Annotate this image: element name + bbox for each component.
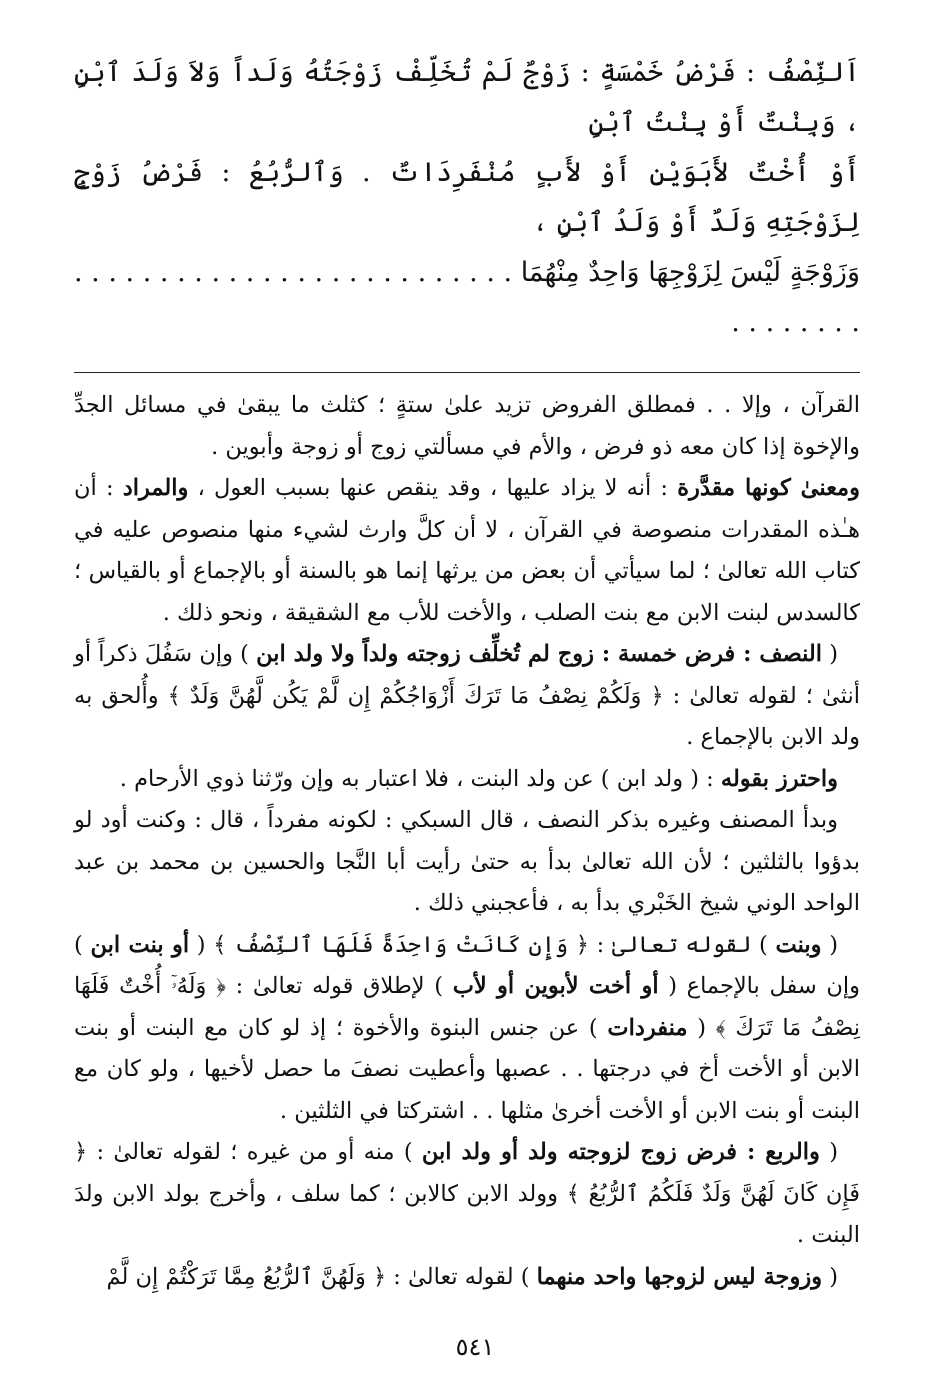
bold-term: ومعنىٰ كونها مقدَّرة — [677, 475, 860, 501]
paren-open: ( — [822, 1263, 838, 1290]
commentary-paragraph-4 — [74, 759, 860, 801]
paragraph-text: : أنه لا يزاد عليها ، وقد ينقص عنها بسبب العول ، — [188, 475, 678, 501]
matn-quote: منفردات — [607, 1014, 688, 1041]
matn-line-1: اَلنِّصْفُ : فَرْضُ خَمْسَةٍ : زَوْجٌ لَمْ تُخَلِّفْ زَوْجَتُهُ وَلَداً وَلاَ وَلَدَ ٱبْنٍ ، وَبِنْتٌ أَوْ بِنْتُ ٱبْنٍ — [74, 57, 860, 138]
bold-term: والمراد — [122, 475, 189, 501]
bold-term: واحترز بقوله — [720, 765, 838, 792]
matn-line-2: أَوْ أُخْتٌ لأَبَوَيْنِ أَوْ لأَبٍ مُنْفَرِدَاتٌ . وَٱلرُّبُعُ : فَرْضُ زَوْجٍ لِزَوْجَتِهِ وَلَدٌ أَوْ وَلَدُ ٱبْنٍ ، — [74, 157, 860, 238]
matn-quote: وبنت — [775, 931, 822, 958]
paragraph-text: ) وإن سَفُلَ ذكراً أو أنثىٰ ؛ لقوله تعالىٰ : ﴿ وَلَكُمْ نِصْفُ مَا تَرَكَ أَزْوَاجُكُمْ إِن لَّمْ يَكُن لَّهُنَّ وَلَدٌ ﴾ وأُلحق به ولد الابن بالإجماع . — [74, 641, 860, 750]
paragraph-text: : ( ولد ابن ) عن ولد البنت ، فلا اعتبار به وإن ورّثنا ذوي الأرحام . — [119, 765, 721, 792]
matn-line-3: وَزَوْجَةٍ لَيْسَ لِزَوْجِهَا وَاحِدٌ مِنْهُمَا . . . . . . . . . . . . . . . . . . . . . . . . . . . . . . . . . . — [74, 257, 860, 338]
paragraph-text: ) عن جنس البنوة والأخوة ؛ إذ لو كان مع البنت أو بنت الابن أو الأخت أخ في درجتها . . عصبها وأعطيت نصفَ ما حصل لأخيها ، ولو كان مع البنت أو بنت الابن أو الأخت أخرىٰ مثلها . . اشتركتا في الثلثين . — [74, 1014, 860, 1124]
commentary-paragraph-8 — [74, 1257, 860, 1299]
commentary-paragraph-3 — [74, 634, 860, 759]
commentary-paragraph-7 — [74, 1132, 860, 1257]
page-number: ٥٤١ — [455, 1333, 495, 1361]
paragraph-text: ) وإن سفل بالإجماع ( — [74, 931, 860, 999]
commentary-paragraph-6 — [74, 925, 860, 1133]
commentary-paragraph-1: القرآن ، وإلا . . فمطلق الفروض تزيد علىٰ ستةٍ ؛ كثلث ما يبقىٰ في مسائل الجدِّ والإخوة إذا كان معه ذو فرض ، والأم في مسألتي زوج أو زوجة وأبوين . — [74, 392, 860, 460]
paragraph-text: ) لقوله تعالىٰ : ﴿ وَلَهُنَّ ٱلرُّبُعُ مِمَّا تَرَكْتُمْ إِن لَّمْ — [106, 1263, 537, 1290]
matn-quote: أو بنت ابن — [90, 931, 190, 958]
paren-open: ( — [821, 931, 839, 958]
paragraph-text: ) لقوله تعالىٰ : ﴿ وَإِن كَانَتْ وَاحِدَةً فَلَهَا ٱلنِّصْفُ ﴾ ( — [189, 931, 776, 958]
page-body — [74, 48, 860, 1298]
matn-quote: أو أخت لأبوين أو لأب — [452, 973, 659, 999]
paragraph-text: ) منه أو من غيره ؛ لقوله تعالىٰ : ﴿ فَإِن كَانَ لَهُنَّ وَلَدٌ فَلَكُمُ ٱلرُّبُعُ ﴾ وولد الابن كالابن ؛ كما سلف ، وأخرج بولد الابن ولدَ البنت . — [74, 1139, 860, 1248]
commentary-paragraph-2 — [74, 468, 860, 634]
paren-open: ( — [819, 1139, 838, 1165]
matn-quote: النصف : فرض خمسة : زوج لم تُخلِّف زوجته ولداً ولا ولد ابن — [256, 641, 823, 667]
commentary-text — [74, 385, 860, 1298]
paragraph-text: : أن هـٰذه المقدرات منصوصة في القرآن ، لا أن كلَّ وارث لشيء منها منصوص عليه في كتاب الله تعالىٰ ؛ لما سيأتي أن بعض من يرثها إنما هو بالسنة أو بالإجماع أو بالقياس ؛ كالسدس لبنت الابن مع بنت الصلب ، والأخت للأب مع الشقيقة ، ونحو ذلك . — [74, 475, 860, 626]
matn-quote: والربع : فرض زوج لزوجته ولد أو ولد ابن — [421, 1139, 820, 1165]
matn-quote: وزوجة ليس لزوجها واحد منهما — [536, 1263, 823, 1290]
matn-text — [74, 48, 860, 348]
commentary-paragraph-5: وبدأ المصنف وغيره بذكر النصف ، قال السبكي : لكونه مفرداً ، قال : وكنت أود لو بدؤوا بالثلثين ؛ لأن الله تعالىٰ بدأ به حتىٰ رأيت أبا النَّجا والحسين بن محمد بن عبد الواحد الوني شيخ الخَبْري بدأ به ، فأعجبني ذلك . — [74, 807, 860, 916]
paren-open: ( — [822, 641, 838, 667]
paragraph-text: ) لإطلاق قوله تعالىٰ : ﴿ وَلَهُۥٓ أُخْتٌ فَلَهَا نِصْفُ مَا تَرَكَ ﴾ ( — [74, 973, 860, 1041]
footnote-divider — [74, 372, 860, 373]
